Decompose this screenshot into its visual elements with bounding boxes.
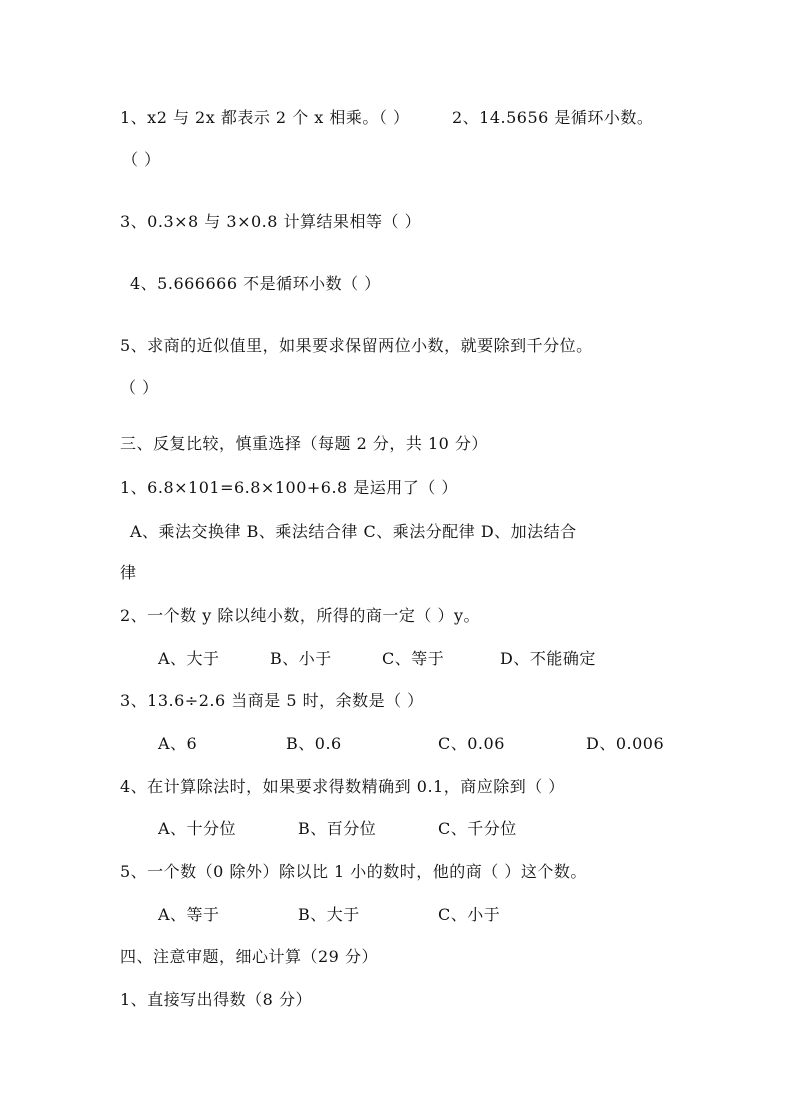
section4-title: 四、注意审题，细心计算（29 分） bbox=[120, 947, 378, 966]
judge-q2: 2、14.5656 是循环小数。 bbox=[452, 108, 654, 127]
section4-sub1: 1、直接写出得数（8 分） bbox=[120, 990, 312, 1009]
section3-q3-option-c: C、0.06 bbox=[438, 734, 505, 753]
judge-q4: 4、5.666666 不是循环小数（ ） bbox=[130, 274, 381, 293]
section3-q3-option-d: D、0.006 bbox=[586, 734, 665, 753]
section3-title: 三、反复比较，慎重选择（每题 2 分，共 10 分） bbox=[120, 434, 488, 453]
section3-q1-options-wrap: 律 bbox=[120, 563, 137, 582]
section3-q2-option-a: A、大于 bbox=[158, 649, 220, 668]
section3-q5-option-b: B、大于 bbox=[298, 905, 360, 924]
judge-q3: 3、0.3×8 与 3×0.8 计算结果相等（ ） bbox=[120, 212, 422, 231]
judge-q2-paren: （ ） bbox=[122, 150, 161, 169]
section3-q1-stem: 1、6.8×101=6.8×100+6.8 是运用了（ ） bbox=[120, 478, 458, 497]
section3-q5-option-a: A、等于 bbox=[158, 905, 220, 924]
section3-q2-stem: 2、一个数 y 除以纯小数，所得的商一定（ ）y。 bbox=[120, 606, 481, 625]
judge-q1: 1、x2 与 2x 都表示 2 个 x 相乘。（ ） bbox=[120, 108, 410, 127]
section3-q2-option-b: B、小于 bbox=[270, 649, 332, 668]
section3-q5-stem: 5、一个数（0 除外）除以比 1 小的数时，他的商（ ）这个数。 bbox=[120, 862, 587, 881]
section3-q5-option-c: C、小于 bbox=[438, 905, 501, 924]
judge-q5-paren: （ ） bbox=[120, 378, 159, 397]
section3-q4-option-c: C、千分位 bbox=[438, 819, 517, 838]
section3-q3-option-b: B、0.6 bbox=[286, 734, 342, 753]
section3-q4-stem: 4、在计算除法时，如果要求得数精确到 0.1，商应除到（ ） bbox=[120, 777, 565, 796]
section3-q4-option-a: A、十分位 bbox=[158, 819, 237, 838]
section3-q3-stem: 3、13.6÷2.6 当商是 5 时，余数是（ ） bbox=[120, 691, 424, 710]
section3-q1-options: A、乘法交换律 B、乘法结合律 C、乘法分配律 D、加法结合 bbox=[130, 522, 577, 541]
section3-q2-option-d: D、不能确定 bbox=[500, 649, 596, 668]
section3-q3-option-a: A、6 bbox=[158, 734, 198, 753]
judge-q5: 5、求商的近似值里，如果要求保留两位小数，就要除到千分位。 bbox=[120, 336, 593, 355]
section3-q2-option-c: C、等于 bbox=[382, 649, 445, 668]
section3-q4-option-b: B、百分位 bbox=[298, 819, 377, 838]
